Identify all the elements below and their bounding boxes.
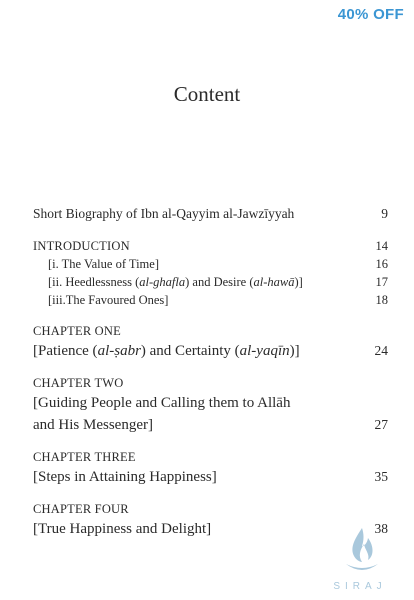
toc-page-number: 35 (374, 469, 388, 484)
toc-subentry (48, 293, 388, 308)
toc-chapter-three-heading (33, 450, 388, 465)
toc-entry-title: [Steps in Attaining Happiness] (33, 469, 217, 485)
toc-page-number: 17 (375, 275, 388, 289)
toc-section-heading: CHAPTER TWO (33, 376, 124, 390)
toc-section-heading: CHAPTER ONE (33, 324, 121, 338)
toc-page-number: 16 (375, 257, 388, 271)
toc-entry-title: Short Biography of Ibn al-Qayyim al-Jawzīyyah (33, 206, 295, 221)
toc-subentry-title: [i. The Value of Time] (48, 257, 159, 271)
discount-badge: 40% OFF (337, 6, 404, 23)
toc-section-heading: CHAPTER FOUR (33, 502, 129, 516)
toc-page-number: 18 (375, 293, 388, 307)
toc-page-number: 24 (374, 343, 388, 358)
page-title: Content (173, 82, 241, 106)
toc-subentry (48, 275, 388, 290)
toc-chapter-four-heading (33, 502, 388, 517)
toc-entry-title: [Guiding People and Calling them to Allāh (33, 395, 291, 411)
toc-section-heading: INTRODUCTION (33, 239, 130, 253)
toc-entry-title-continued: and His Messenger] (33, 417, 153, 433)
toc-entry-chapter-three (33, 469, 388, 486)
toc-subentry (48, 257, 388, 272)
toc-chapter-one-heading (33, 324, 388, 339)
toc-page-number: 9 (381, 206, 388, 221)
toc-section-heading: CHAPTER THREE (33, 450, 136, 464)
toc-subentry-title: [iii.The Favoured Ones] (48, 293, 169, 307)
toc-entry-introduction (33, 239, 388, 254)
toc-entry-chapter-one (33, 343, 388, 360)
toc-subentry-title: [ii. Heedlessness (al-ghafla) and Desire (al-hawā)] (48, 275, 303, 289)
toc-page-number: 14 (375, 239, 388, 253)
toc-entry-chapter-two (33, 417, 388, 434)
toc-page-number: 27 (374, 417, 388, 432)
toc-entry-title: [Patience (al-ṣabr) and Certainty (al-yaqīn)] (33, 343, 300, 359)
toc-entry-title: [True Happiness and Delight] (33, 521, 212, 537)
toc-chapter-two-heading (33, 376, 388, 391)
siraj-flame-logo-icon (332, 522, 392, 582)
toc-entry-biography (33, 206, 388, 222)
toc-page-number: 38 (374, 521, 388, 536)
toc-entry-chapter-two-line1 (33, 395, 388, 412)
siraj-watermark: SIRAJ (333, 581, 387, 592)
